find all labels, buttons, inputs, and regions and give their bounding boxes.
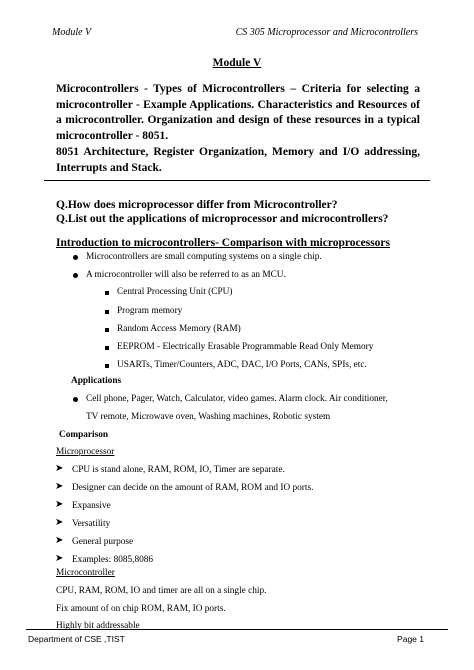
- footer-department: Department of CSE ,TIST: [28, 634, 125, 644]
- question-1: Q.How does microprocessor differ from Microcontroller?: [56, 199, 338, 211]
- microprocessor-item-4: Versatility: [72, 519, 111, 529]
- question-2: Q.List out the applications of microprocessor and microcontrollers?: [56, 213, 389, 225]
- microcontroller-line-3: Highly bit addressable: [56, 621, 140, 631]
- applications-line-1: Cell phone, Pager, Watch, Calculator, video games. Alarm clock. Air conditioner,: [86, 394, 388, 404]
- microcontroller-line-1: CPU, RAM, ROM, IO and timer are all on a single chip.: [56, 586, 267, 596]
- page-header: [52, 27, 418, 41]
- microcontroller-line-2: Fix amount of on chip ROM, RAM, IO ports.: [56, 604, 226, 614]
- syllabus-paragraph-1: Microcontrollers - Types of Microcontrollers – Criteria for selecting a microcontroller - Example Applications. Characteristics and Resources of a microcontroller. Organization and design of these resources in a typical microcontroller - 8051.: [56, 83, 420, 142]
- header-module: Module V: [52, 27, 92, 38]
- microprocessor-item-6: Examples: 8085,8086: [72, 555, 154, 565]
- microprocessor-item-3: Expansive: [72, 501, 111, 511]
- arrow-bullet-icon: ➤: [55, 481, 64, 492]
- page-title-text: Module V: [212, 57, 262, 69]
- arrow-bullet-icon: ➤: [55, 517, 64, 528]
- mcu-part-4: EEPROM - Electrically Erasable Programmable Read Only Memory: [117, 342, 374, 352]
- arrow-bullet-icon: ➤: [55, 499, 64, 510]
- page-title: [0, 57, 474, 69]
- bullet-square-icon: [105, 291, 109, 295]
- footer-divider: [26, 629, 448, 630]
- bullet-square-icon: [105, 346, 109, 350]
- microprocessor-item-5: General purpose: [72, 537, 134, 547]
- syllabus-paragraph-2: 8051 Architecture, Register Organization, Memory and I/O addressing, Interrupts and Stack.: [56, 146, 420, 174]
- arrow-bullet-icon: ➤: [55, 463, 64, 474]
- mcu-part-2: Program memory: [117, 306, 183, 316]
- header-course: CS 305 Microprocessor and Microcontrollers: [235, 27, 418, 38]
- intro-bullet-1: Microcontrollers are small computing systems on a single chip.: [86, 252, 322, 262]
- page-footer: [28, 634, 424, 646]
- footer-page-number: Page 1: [397, 634, 424, 644]
- comparison-heading: Comparison: [59, 430, 109, 440]
- applications-line-2: TV remote, Microwave oven, Washing machines, Robotic system: [86, 412, 331, 422]
- bullet-square-icon: [105, 310, 109, 314]
- bullet-dot-icon: [73, 397, 78, 402]
- intro-bullet-2: A microcontroller will also be referred to as an MCU.: [86, 270, 286, 280]
- intro-heading: Introduction to microcontrollers- Comparison with microprocessors: [56, 237, 391, 249]
- bullet-square-icon: [105, 364, 109, 368]
- microprocessor-item-2: Designer can decide on the amount of RAM, ROM and IO ports.: [72, 483, 314, 493]
- arrow-bullet-icon: ➤: [55, 553, 64, 564]
- microprocessor-item-1: CPU is stand alone, RAM, ROM, IO, Timer are separate.: [72, 465, 285, 475]
- mcu-part-5: USARTs, Timer/Counters, ADC, DAC, I/O Ports, CANs, SPIs, etc.: [117, 360, 367, 370]
- microprocessor-heading: Microprocessor: [56, 447, 115, 457]
- bullet-dot-icon: [73, 255, 78, 260]
- bullet-square-icon: [105, 328, 109, 332]
- arrow-bullet-icon: ➤: [55, 535, 64, 546]
- mcu-part-1: Central Processing Unit (CPU): [117, 287, 233, 297]
- microcontroller-heading: Microcontroller: [56, 568, 115, 578]
- mcu-part-3: Random Access Memory (RAM): [117, 324, 241, 334]
- applications-heading: Applications: [71, 376, 122, 386]
- section-divider: [44, 180, 430, 181]
- bullet-dot-icon: [73, 273, 78, 278]
